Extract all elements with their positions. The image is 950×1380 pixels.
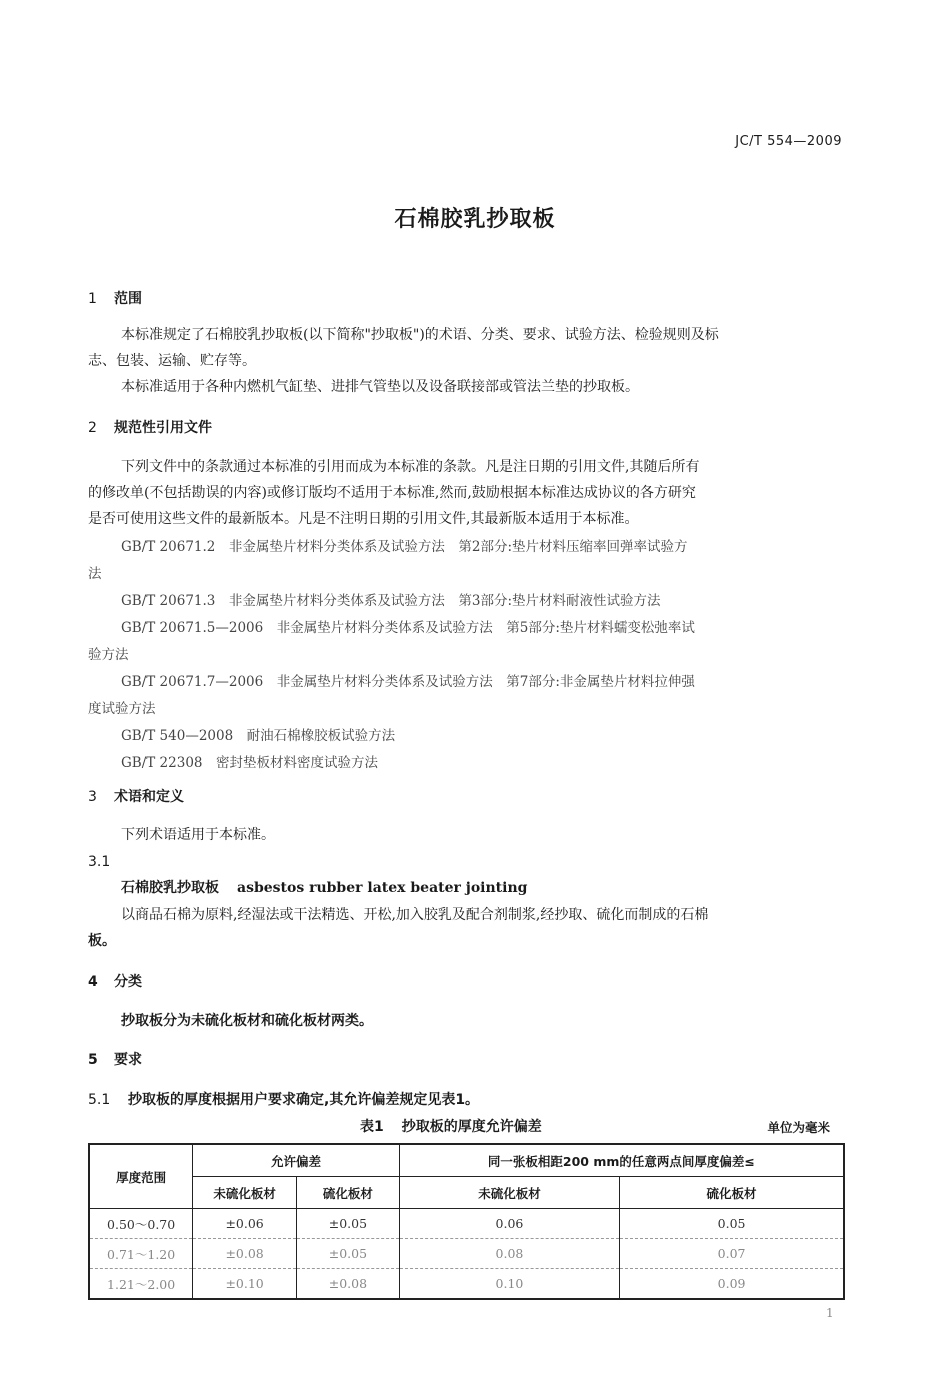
term-english: asbestos rubber latex beater jointing	[237, 880, 528, 896]
paragraph-line: 抄取板分为未硫化板材和硫化板材两类。	[121, 1013, 373, 1029]
reference-item: GB/T 20671.7—2006 非金属垫片材料分类体系及试验方法 第7部分:非金属垫片材料拉伸强	[121, 674, 695, 690]
term-definition	[88, 902, 845, 954]
paragraph-line: 的修改单(不包括勘误的内容)或修订版均不适用于本标准,然而,鼓励根据本标准达成协议的各方研究	[88, 485, 696, 501]
cell-diff-unvulc: 0.08	[399, 1239, 619, 1269]
standard-code: JC/T 554—2009	[735, 134, 842, 149]
table-caption	[360, 1116, 542, 1136]
section-3-paragraph	[88, 822, 845, 848]
table-unit: 单位为毫米	[767, 1120, 830, 1135]
cell-range: 0.50～0.70	[89, 1209, 193, 1239]
section-title: 规范性引用文件	[114, 420, 212, 436]
header-unvulcanized: 未硫化板材	[193, 1177, 297, 1209]
reference-list	[88, 534, 845, 777]
section-number: 1	[88, 291, 97, 307]
term-entry	[121, 878, 527, 898]
paragraph-line: 是否可使用这些文件的最新版本。凡是不注明日期的引用文件,其最新版本适用于本标准。	[88, 511, 639, 527]
cell-diff-vulc: 0.09	[620, 1269, 844, 1300]
paragraph-line: 本标准适用于各种内燃机气缸垫、进排气管垫以及设备联接部或管法兰垫的抄取板。	[121, 379, 639, 395]
section-number: 2	[88, 420, 97, 436]
paragraph-line: 以商品石棉为原料,经湿法或干法精选、开松,加入胶乳及配合剂制浆,经抄取、硫化而制成的石棉	[121, 907, 709, 923]
reference-item: GB/T 540—2008 耐油石棉橡胶板试验方法	[121, 728, 396, 744]
subsection-number: 5.1	[88, 1092, 111, 1108]
paragraph-line: 志、包装、运输、贮存等。	[88, 353, 256, 369]
reference-item-cont: 验方法	[88, 647, 129, 663]
subsection-3-1-number: 3.1	[88, 854, 111, 870]
header-same-sheet-deviation: 同一张板相距200 mm的任意两点间厚度偏差≤	[399, 1144, 844, 1177]
reference-item: GB/T 20671.2 非金属垫片材料分类体系及试验方法 第2部分:垫片材料压缩率回弹率试验方	[121, 539, 688, 555]
cell-diff-unvulc: 0.10	[399, 1269, 619, 1300]
header-tolerance: 允许偏差	[193, 1144, 400, 1177]
cell-tol-unvulc: ±0.08	[193, 1239, 297, 1269]
paragraph-line: 下列术语适用于本标准。	[121, 827, 275, 843]
cell-tol-vulc: ±0.05	[297, 1239, 400, 1269]
cell-diff-unvulc: 0.06	[399, 1209, 619, 1239]
reference-item: GB/T 20671.3 非金属垫片材料分类体系及试验方法 第3部分:垫片材料耐液性试验方法	[121, 593, 661, 609]
thickness-tolerance-table	[88, 1143, 845, 1300]
section-5-heading	[88, 1050, 848, 1070]
cell-diff-vulc: 0.07	[620, 1239, 844, 1269]
paragraph-line: 本标准规定了石棉胶乳抄取板(以下简称"抄取板")的术语、分类、要求、试验方法、检验规则及标	[121, 327, 719, 343]
paragraph-line: 板。	[88, 933, 116, 949]
section-title: 分类	[114, 974, 142, 990]
section-4-paragraph	[88, 1008, 845, 1034]
cell-tol-vulc: ±0.08	[297, 1269, 400, 1300]
cell-diff-vulc: 0.05	[620, 1209, 844, 1239]
header-unvulcanized-2: 未硫化板材	[399, 1177, 619, 1209]
subsection-5-1	[88, 1090, 848, 1110]
section-title: 要求	[114, 1052, 142, 1068]
section-1-heading	[88, 289, 848, 309]
cell-tol-unvulc: ±0.10	[193, 1269, 297, 1300]
page-number: 1	[826, 1306, 834, 1320]
header-vulcanized-2: 硫化板材	[620, 1177, 844, 1209]
section-number: 3	[88, 789, 97, 805]
cell-tol-unvulc: ±0.06	[193, 1209, 297, 1239]
section-4-heading	[88, 972, 848, 992]
header-thickness-range: 厚度范围	[89, 1144, 193, 1209]
reference-item: GB/T 22308 密封垫板材料密度试验方法	[121, 755, 378, 771]
section-title: 范围	[114, 291, 142, 307]
cell-range: 0.71～1.20	[89, 1239, 193, 1269]
cell-tol-vulc: ±0.05	[297, 1209, 400, 1239]
cell-range: 1.21～2.00	[89, 1269, 193, 1300]
document-title: 石棉胶乳抄取板	[394, 207, 556, 232]
reference-item: GB/T 20671.5—2006 非金属垫片材料分类体系及试验方法 第5部分:垫片材料蠕变松弛率试	[121, 620, 695, 636]
section-2-paragraph	[88, 454, 845, 532]
header-vulcanized: 硫化板材	[297, 1177, 400, 1209]
paragraph-line: 下列文件中的条款通过本标准的引用而成为本标准的条款。凡是注日期的引用文件,其随后所有	[121, 459, 700, 475]
reference-item-cont: 法	[88, 566, 102, 582]
reference-item-cont: 度试验方法	[88, 701, 156, 717]
table-row	[89, 1209, 844, 1239]
section-3-heading	[88, 787, 848, 807]
section-number: 4	[88, 974, 98, 990]
table-row	[89, 1269, 844, 1300]
section-2-heading	[88, 418, 848, 438]
term-chinese: 石棉胶乳抄取板	[121, 880, 219, 896]
table-title: 抄取板的厚度允许偏差	[401, 1119, 542, 1135]
section-title: 术语和定义	[114, 789, 184, 805]
subsection-text: 抄取板的厚度根据用户要求确定,其允许偏差规定见表1。	[128, 1092, 480, 1108]
table-label: 表1	[360, 1119, 384, 1135]
section-1-paragraph-2	[88, 374, 845, 400]
section-number: 5	[88, 1052, 98, 1068]
section-1-paragraph-1	[88, 322, 845, 374]
table-row	[89, 1239, 844, 1269]
